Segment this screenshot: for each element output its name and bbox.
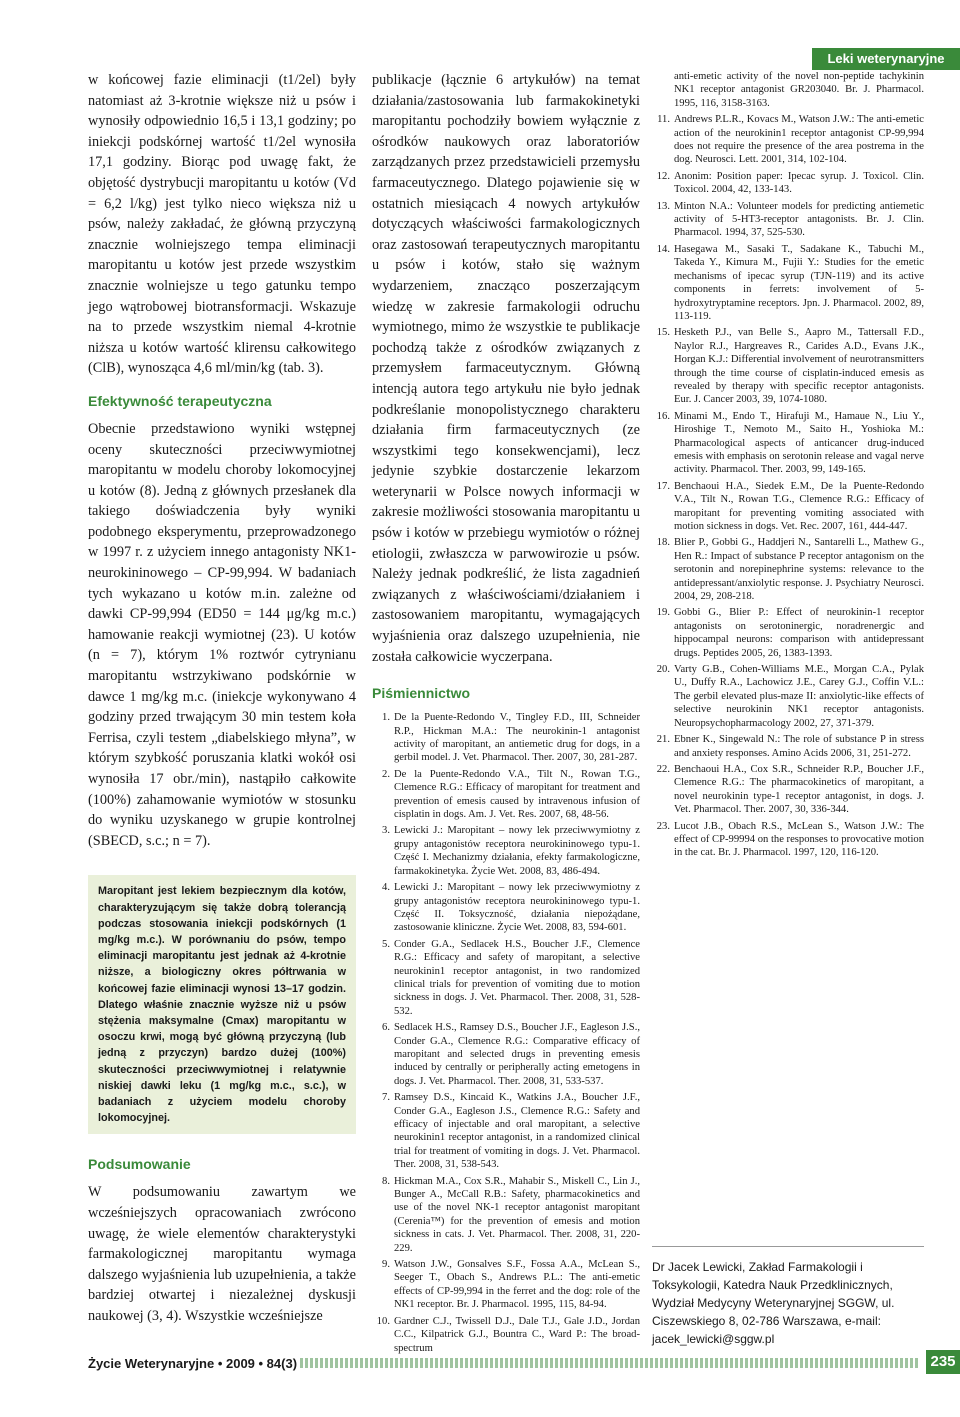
body-paragraph: W podsumowaniu zawartym we wcześniejszych opracowaniach zwrócono uwagę, że wiele elementów charakterystyki farmakologicznej maropitantu wymaga dalszego wyjaśnienia lub uzupełnienia, a także bardziej otwartej i niezależnej dyskusji naukowej (3, 4). Wszystkie wcześniejsze xyxy=(88,1184,356,1324)
reference-text: Blier P., Gobbi G., Haddjeri N., Santarelli L., Mathew G., Hen R.: Impact of substance P receptor antagonism on the serotonin and norepinephrine systems: relevance to the antidepressant/anxiolytic response. J. Psychiatry Neurosci. 2004, 29, 208-218. xyxy=(674,537,924,603)
reference-item xyxy=(652,243,924,323)
reference-number: 16. xyxy=(656,410,670,422)
reference-text: Hickman M.A., Cox S.R., Mahabir S., Miskell C., Lin J., Bunger A., McCall R.B.: Safety, pharmacokinetics and use of the novel NK-1 receptor antagonist maropitant (Cerenia™) for the prevention of emesis and motion sickness in cats. J. Vet. Pharmacol. Ther. 2008, 31, 220-229. xyxy=(394,1175,640,1254)
reference-text: Gardner C.J., Twissell D.J., Dale T.J., Gale J.D., Jordan C.C., Kilpatrick G.J., Bountra C., Ward P.: The broad-spectrum xyxy=(394,1315,640,1354)
column-1 xyxy=(88,70,356,1335)
author-affiliation: Dr Jacek Lewicki, Zakład Farmakologii i Toksykologii, Katedra Nauk Przedklinicznych, Wydział Medycyny Weterynaryjnej SGGW, ul. Ciszewskiego 8, 02-786 Warszawa, e-mail: jacek_lewicki@sggw.pl xyxy=(652,1260,895,1346)
reference-text: Ebner K., Singewald N.: The role of substance P in stress and anxiety responses. Amino Acids 2006, 31, 251-272. xyxy=(674,734,924,759)
reference-number: 13. xyxy=(656,200,670,212)
reference-item xyxy=(652,820,924,860)
reference-item xyxy=(372,711,640,765)
reference-text: Hesketh P.J., van Belle S., Aapro M., Tattersall F.D., Naylor R.J., Hargreaves R., Carides A.D., Evans J.K., Horgan K.J.: Differential involvement of neurotransmitters through the time course of cisplatin-induced emesis as revealed by therapy with specific receptor antagonists. Eur. J. Cancer 2003, 39, 1074-1080. xyxy=(674,327,924,406)
reference-list-continued xyxy=(652,70,924,860)
section-heading-summary: Podsumowanie xyxy=(88,1156,191,1173)
reference-list xyxy=(372,711,640,1355)
section-heading-references: Piśmiennictwo xyxy=(372,685,471,702)
author-divider xyxy=(652,1246,924,1247)
reference-item xyxy=(372,824,640,878)
reference-item xyxy=(652,170,924,197)
reference-number: 18. xyxy=(656,537,670,549)
reference-number: 5. xyxy=(382,938,390,950)
reference-number: 15. xyxy=(656,327,670,339)
reference-text: De la Puente-Redondo V., Tingley F.D., III, Schneider R.P., Hickman M.A.: The neurokinin-1 antagonist activity of maropitant, an antiemetic drug for dogs, in a gerbil model. J. Vet. Pharmacol. Ther. 2007, 30, 281-287. xyxy=(394,712,640,764)
body-paragraph: Obecnie przedstawiono wyniki wstępnej oceny skuteczności przeciwwymiotnej maropitantu w modelu choroby lokomocyjnej u kotów (8). Jedną z głównych przesłanek dla takiego doświadczenia były wyniki podobnego eksperymentu, przeprowadzonego w 1997 r. z użyciem innego antagonisty NK1-neurokininowego – CP-99,994. W badaniach tych wykazano u kotów m.in. zależne od dawki CP-99,994 (ED50 = 144 μg/kg m.c.) hamowanie reakcji wymiotnej (23). U kotów (n = 7), którym 1% roztwór cytrynianu maropitantu wstrzykiwano podskórnie w dawce 1 mg/kg m.c. (iniekcje wykonywano 4 godziny przed trwającym 30 min testem koła Ferrisa, czyli testem „diabelskiego młyna”, w którym szybkość poruszania klatki wokół osi wynosiła 17 obr./min), nastąpiło całkowite (100%) zahamowanie wymiotów w stosunku do wyniku uzyskanego w grupie kontrolnej (SBECD, s.c.; n = 7). xyxy=(88,420,356,849)
reference-text: Benchaoui H.A., Cox S.R., Schneider R.P., Boucher J.F., Clemence R.G.: The pharmacokinetics of maropitant, a novel neurokinin type-1 receptor antagonist, in dogs. J. Vet. Pharmacol. Ther. 2007, 30, 336-344. xyxy=(674,763,924,816)
column-3 xyxy=(652,70,924,863)
reference-item xyxy=(652,410,924,477)
reference-item xyxy=(372,1315,640,1355)
reference-number: 17. xyxy=(656,480,670,492)
reference-text: Anonim: Position paper: Ipecac syrup. J. Toxicol. Clin. Toxicol. 2004, 42, 133-143. xyxy=(674,170,924,196)
reference-number: 7. xyxy=(382,1092,390,1104)
reference-text: Varty G.B., Cohen-Williams M.E., Morgan C.A., Pylak U., Duffy R.A., Lachowicz J.E., Carey G.J., Coffin V.L.: The gerbil elevated plus-maze II: anxiolytic-like effects of selective neurokinin NK1 receptor antagonists. Neuropsychopharmacology 2002, 27, 371-379. xyxy=(674,664,924,729)
column-2 xyxy=(372,70,640,1358)
reference-text: Andrews P.L.R., Kovacs M., Watson J.W.: The anti-emetic action of the neurokinin1 receptor antagonist CP-99,994 does not require the presence of the area postrema in the dog. Neurosci. Lett. 2001, 314, 102-104. xyxy=(674,114,924,166)
reference-number: 1. xyxy=(382,712,390,724)
reference-item xyxy=(652,70,924,110)
reference-item xyxy=(652,200,924,240)
reference-item xyxy=(372,1258,640,1312)
reference-item xyxy=(372,938,640,1018)
reference-text: Sedlacek H.S., Ramsey D.S., Boucher J.F., Eagleson J.S., Conder G.A., Clemence R.G.: Comparative efficacy of maropitant and selected drugs in preventing emesis induced by centrally or peripherally acting emetogens in dogs. J. Vet. Pharmacol. Ther. 2008, 31, 533-537. xyxy=(394,1022,640,1087)
body-paragraph: w końcowej fazie eliminacji (t1/2el) były natomiast aż 3-krotnie większe niż u psów i wynosiły odpowiednio 16,5 i 13,1 godziny; po iniekcji podskórnej wartość t1/2el wynosiła 17,1 godziny. Biorąc pod uwagę fakt, że objętość dystrybucji maropitantu u kotów (Vd = 6,2 l/kg) jest tylko nieco większa niż u psów, należy zakładać, że główną przyczyną znacznie wolniejszego tempa eliminacji maropitantu u kotów jest przede wszystkim znacznie wolniejsze u tego gatunku tempo jego wątrobowej biotransformacji. Wskazuje na to przede wszystkim niemal 4-krotnie niższa u kotów wartość klirensu całkowitego (ClB), wynosząca 4,6 ml/min/kg (tab. 3). xyxy=(88,72,356,377)
reference-item xyxy=(652,326,924,406)
footer-stripe xyxy=(300,1358,920,1368)
reference-item xyxy=(372,1021,640,1088)
reference-text: De la Puente-Redondo V.A., Tilt N., Rowan T.G., Clemence R.G.: Efficacy of maropitant for treatment and prevention of emesis caused by intravenous infusion of cisplatin in dogs. Am. J. Vet. Res. 2007, 68, 48-56. xyxy=(394,768,640,821)
reference-text: Lewicki J.: Maropitant – nowy lek przeciwwymiotny z grupy antagonistów receptora neurokininowego typu-1. Część II. Toksyczność, działania niepożądane, zastosowanie kliniczne. Życie Wet. 2008, 83, 594-601. xyxy=(394,882,640,934)
reference-item xyxy=(652,733,924,760)
reference-item xyxy=(652,763,924,817)
reference-number: 23. xyxy=(656,820,670,832)
reference-number: 14. xyxy=(656,243,670,255)
reference-item xyxy=(372,1091,640,1171)
journal-footer: Życie Weterynaryjne • 2009 • 84(3) xyxy=(88,1356,298,1371)
reference-number: 4. xyxy=(382,882,390,894)
summary-callout-box: Maropitant jest lekiem bezpiecznym dla kotów, charakteryzującym się także dobrą tolerancją podczas stosowania iniekcji podskórnych (1 mg/kg m.c.). W porównaniu do psów, tempo eliminacji maropitantu jest jednak aż 4-krotnie niższe, a biologiczny okres półtrwania w końcowej fazie eliminacji wynosi 13–17 godzin. Dlatego właśnie znacznie wyższe niż u psów stężenia maksymalne (Cmax) maropitantu w osoczu krwi, mogą być główną przyczyną (lub jedną z przyczyn) bardzo dużej (100%) skuteczności przeciwwymiotnej i relatywnie niskiej dawki leku (1 mg/kg m.c., s.c.), w badaniach z użyciem modelu choroby lokomocyjnej. xyxy=(88,875,356,1134)
reference-item xyxy=(652,663,924,730)
reference-text: anti-emetic activity of the novel non-peptide tachykinin NK1 receptor antagonist GR203040. Br. J. Pharmacol. 1995, 116, 3158-3163. xyxy=(674,71,924,109)
reference-item xyxy=(652,480,924,534)
reference-text: Ramsey D.S., Kincaid K., Watkins J.A., Boucher J.F., Conder G.A., Eagleson J.S., Clemence R.G.: Safety and efficacy of injectable and oral maropitant, a selective neurokinin1 receptor antagonist, in a randomized clinical trial for treatment of vomiting in dogs. J. Vet. Pharmacol. Ther. 2008, 31, 538-543. xyxy=(394,1092,640,1171)
reference-text: Gobbi G., Blier P.: Effect of neurokinin-1 receptor antagonists on serotoninergic, noradrenergic and hippocampal neurons: comparison with antidepressant drugs. Peptides 2005, 26, 1383-1393. xyxy=(674,607,924,659)
page-number: 235 xyxy=(926,1350,960,1374)
reference-text: Benchaoui H.A., Siedek E.M., De la Puente-Redondo V.A., Tilt N., Rowan T.G., Clemence R.G.: Efficacy of maropitant for preventing vomiting associated with motion sickness in dogs. Vet. Rec. 2007, 161, 444-447. xyxy=(674,480,924,532)
reference-number: 8. xyxy=(382,1175,390,1187)
reference-number: 21. xyxy=(656,734,670,746)
reference-number: 11. xyxy=(657,114,670,126)
section-heading-efficacy: Efektywność terapeutyczna xyxy=(88,392,272,409)
reference-text: Minami M., Endo T., Hirafuji M., Hamaue N., Liu Y., Hiroshige T., Nemoto M., Saito H., Yoshioka M.: Pharmacological aspects of anticancer drug-induced emesis with emphasis on serotonin release and vagal nerve activity. Pharmacol. Ther. 2003, 99, 149-165. xyxy=(674,410,924,476)
reference-number: 10. xyxy=(376,1315,390,1327)
reference-item xyxy=(372,768,640,822)
body-paragraph: publikacje (łącznie 6 artykułów) na temat działania/zastosowania lub farmakokinetyki maropitantu pochodziły bowiem wyłącznie z ośrodków naukowych oraz laboratoriów zarządzanych przez przedstawicieli przemysłu farmaceutycznego. Dlatego pojawienie się w ostatnich miesiącach 4 nowych artykułów dotyczących właściwości farmakologicznych oraz zastosowań terapeutycznych maropitantu u psów i kotów, stało się ważnym wydarzeniem, znacząco poszerzającym wiedzę w zakresie farmakologii odruchu wymiotnego, mimo że wszystkie te publikacje pochodzą także z ośrodków związanych z przemysłem farmaceutycznym. Główną intencją autora tego artykułu nie było jednak podkreślanie monopolistycznego charakteru działania firm farmaceutycznych (ze wszystkimi tego konsekwencjami), lecz jedynie szybkie dostarczenie lekarzom weterynarii w Polsce nowych informacji w zakresie możliwości stosowania maropitantu u psów i kotów w przebiegu wymiotów o różnej etiologii, zwłaszcza w parwowirozie u psów. Należy jednak podkreślić, że lista zagadnień związanych z właściwościami/działaniem i zastosowaniem maropitantu, wymagających wyjaśnienia oraz dalszego uzupełnienia, nie została całkowicie wyczerpana. xyxy=(372,72,640,665)
reference-number: 2. xyxy=(382,768,390,780)
reference-number: 6. xyxy=(382,1022,390,1034)
reference-item xyxy=(652,606,924,660)
reference-item xyxy=(652,536,924,603)
reference-number: 12. xyxy=(656,170,670,182)
reference-number: 9. xyxy=(382,1259,390,1271)
reference-number: 20. xyxy=(656,664,670,676)
reference-text: Watson J.W., Gonsalves S.F., Fossa A.A., McLean S., Seeger T., Obach S., Andrews P.L.: The anti-emetic effects of CP-99,994 in the ferret and the dog: role of the NK1 receptor. Br. J. Pharmacol. 1995, 115, 84-94. xyxy=(394,1259,640,1311)
reference-item xyxy=(372,881,640,935)
reference-text: Conder G.A., Sedlacek H.S., Boucher J.F., Clemence R.G.: Efficacy and safety of maropitant, a selective neurokinin1 receptor antagonist, in two randomized clinical trials for prevention of vomiting due to motion sickness in dogs. J. Vet. Pharmacol. Ther. 2008, 31, 528-532. xyxy=(394,938,640,1017)
reference-number: 19. xyxy=(656,607,670,619)
reference-item xyxy=(652,113,924,167)
reference-number: 22. xyxy=(656,763,670,775)
reference-text: Lewicki J.: Maropitant – nowy lek przeciwwymiotny z grupy antagonistów receptora neurokininowego typu-1. Część I. Mechanizmy działania, efekty farmakologiczne, farmakokinetyka. Życie Wet. 2008, 83, 486-494. xyxy=(394,825,640,877)
reference-number: 3. xyxy=(382,825,390,837)
reference-item xyxy=(372,1175,640,1255)
reference-text: Hasegawa M., Sasaki T., Sadakane K., Tabuchi M., Takeda Y., Kimura M., Fujii Y.: Studies for the emetic mechanisms of ipecac syrup (TJN-119) and its active components in ferrets: involvement of 5-hydroxytryptamine receptors. Jpn. J. Pharmacol. 2002, 89, 113-119. xyxy=(674,243,924,322)
section-label: Leki weterynaryjne xyxy=(812,48,960,70)
reference-text: Lucot J.B., Obach R.S., McLean S., Watson J.W.: The effect of CP-99994 on the responses to provocative motion in the cat. Br. J. Pharmacol. 1997, 120, 116-120. xyxy=(674,820,924,859)
reference-text: Minton N.A.: Volunteer models for predicting antiemetic activity of 5-HT3-receptor antagonists. Br. J. Clin. Pharmacol. 1994, 37, 525-530. xyxy=(674,200,924,239)
